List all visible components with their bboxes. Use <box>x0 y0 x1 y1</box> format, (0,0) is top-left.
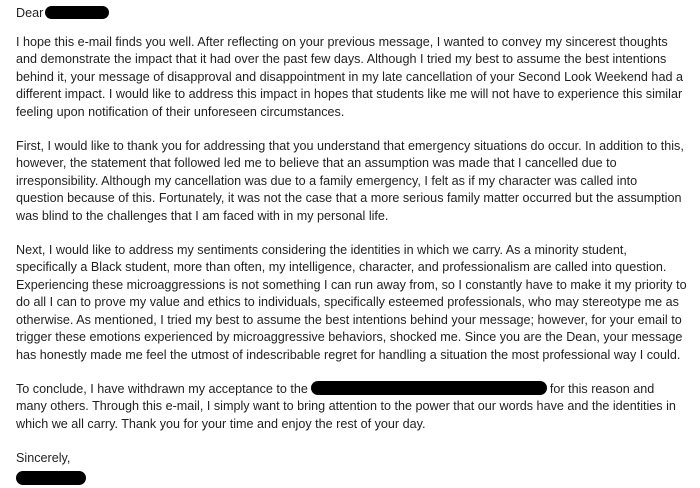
conclusion-text-start: To conclude, I have withdrawn my acceptance to the <box>16 381 308 396</box>
paragraph-conclusion <box>16 381 688 433</box>
closing-line: Sincerely, <box>16 451 71 466</box>
salutation: Dear <box>16 6 44 20</box>
paragraph-intro: I hope this e-mail finds you well. After reflecting on your previous message, I wanted to convey my sincerest thoughts and demonstrate the impact that it had over the past few days. Although I tried my best to assume the best intentions behind it, your message of disapproval and disappointment in my late cancellation of your Second Look Weekend had a different impact. I would like to address this impact in hopes that students like me will not have to experience this similar feeling upon notification of their unforeseen circumstances. <box>16 35 683 119</box>
greeting-line <box>16 5 688 22</box>
paragraph-next: Next, I would like to address my sentiments considering the identities in which we carry. As a minority student, specifically a Black student, more than often, my intelligence, character, and professionalism are called into question. Experiencing these microaggressions is not something I can run away from, so I constantly have to make it my priority to do all I can to prove my value and ethics to individuals, specifically esteemed professionals, who may stereotype me as otherwise. As mentioned, I tried my best to assume the best intentions behind your message; however, for your email to trigger these emotions experienced by microaggressive behaviors, shocked me. Since you are the Dean, your message has honestly made me feel the utmost of indescribable regret for handling a situation the most professional way I could. <box>16 243 687 362</box>
redacted-recipient-name <box>45 6 109 19</box>
paragraph-first: First, I would like to thank you for addressing that you understand that emergency situations do occur. In addition to this, however, the statement that followed led me to believe that an assumption was made that I cancelled due to irresponsibility. Although my cancellation was due to a family emergency, I felt as if my character was called into question because of this. Fortunately, it was not the case that a more serious family matter occurred but the assumption was blind to the challenges that I am faced with in my personal life. <box>16 139 684 223</box>
conclusion-text-end: for this reason and many others. Through this e-mail, I simply want to bring attention to the power that our words have and the identities in which we all carry. Thank you for your time and enjoy the rest of your day. <box>16 381 676 431</box>
redacted-signature <box>16 471 86 485</box>
redacted-program-name <box>311 381 547 395</box>
signature-line <box>16 471 688 487</box>
